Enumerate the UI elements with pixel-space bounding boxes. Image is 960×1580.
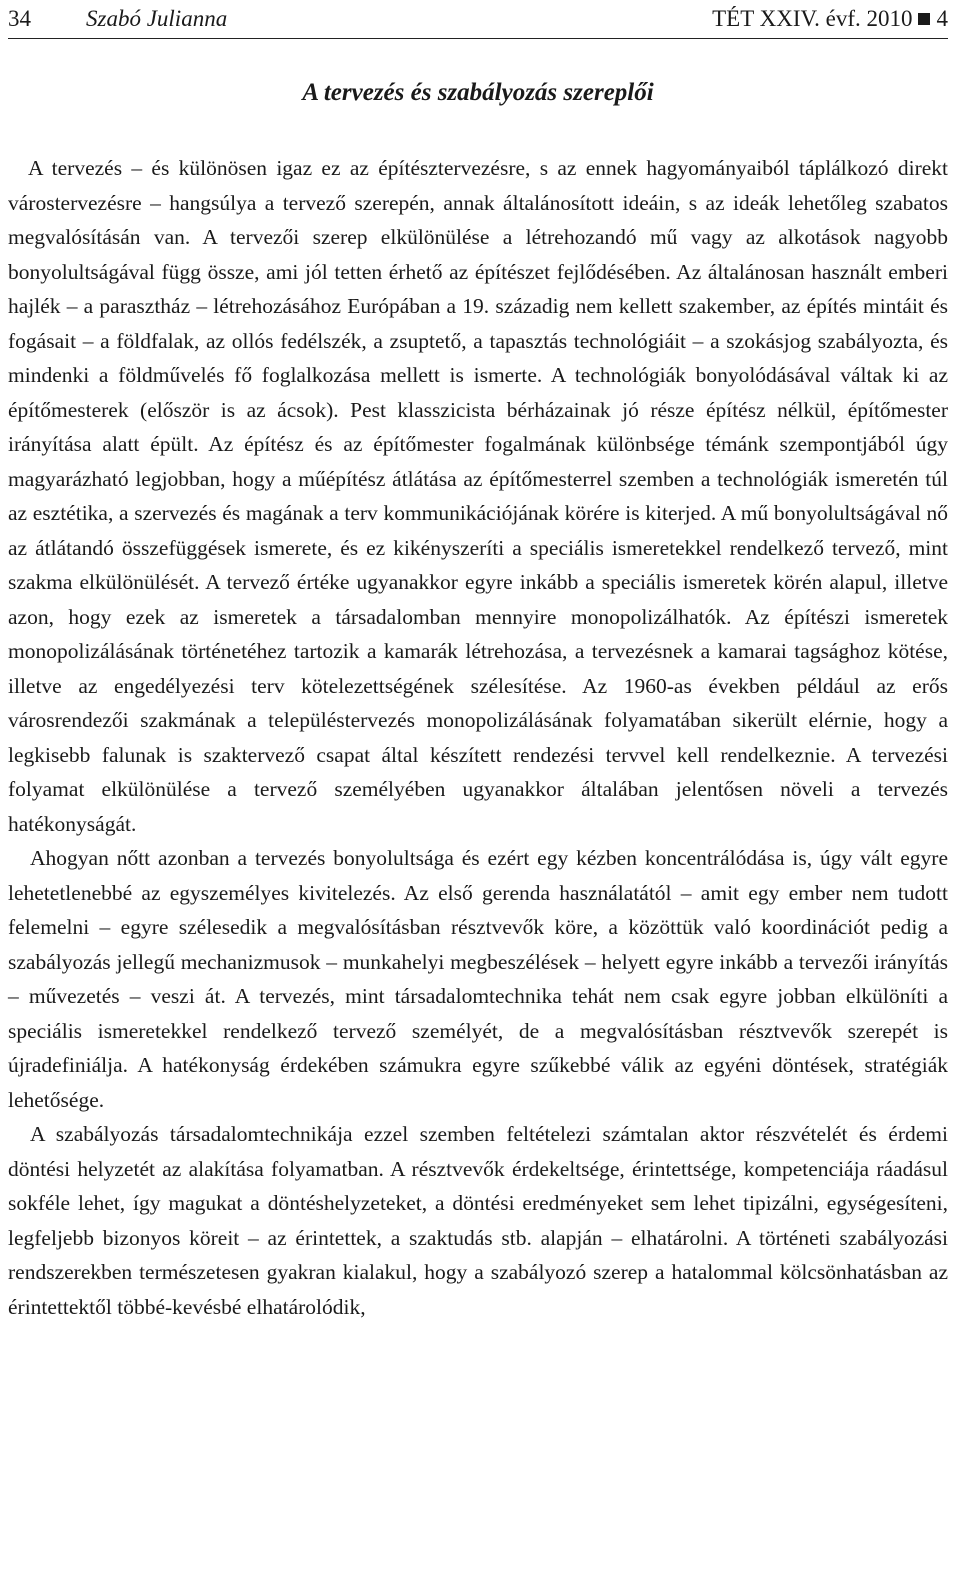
document-page <box>8 0 948 1580</box>
section-title: A tervezés és szabályozás szereplői <box>302 79 654 106</box>
body-text <box>8 151 948 1324</box>
running-header <box>8 0 948 39</box>
square-bullet-icon <box>918 13 930 25</box>
author-name: Szabó Julianna <box>86 6 228 31</box>
page-number: 34 <box>8 6 31 31</box>
issue-number: 4 <box>936 6 948 31</box>
paragraph-3: A szabályozás társadalomtechnikája ezzel szemben feltételezi számtalan aktor részvételét és érdemi döntési helyzetét az alakítása folyamatban. A résztvevők érdekeltsége, érintettsége, kompetenciája ráadásul sokféle lehet, így magukat a döntéshelyzeteket, a döntési eredményeket sem lehet tipizálni, egységesíteni, legfeljebb bizonyos köreit – az érintettek, a szaktudás stb. alapján – elhatárolni. A történeti szabályozási rendszerekben természetesen gyakran kialakul, hogy a szabályozó szerep a hatalommal kölcsönhatásban az érintettektől többé-kevésbé elhatárolódik, <box>8 1122 948 1319</box>
journal-info <box>712 0 948 38</box>
paragraph-1: A tervezés – és különösen igaz ez az építésztervezésre, s az ennek hagyományaiból táplálkozó direkt várostervezésre – hangsúlya a tervező szerepén, annak általánosított ideáin, s az ideák lehetőleg szabatos megvalósításán van. A tervezői szerep elkülönülése a létrehozandó mű vagy az alkotások nagyobb bonyolultságával függ össze, ami jól tetten érhető az építészet fejlődésében. Az általánosan használt emberi hajlék – a parasztház – létrehozásához Európában a 19. századig nem kellett szakember, az építés mintáit és fogásait – a földfalak, az ollós fedélszék, a zsuptető, a tapasztás technológiáit – a szokásjog szabályozta, és mindenki a földművelés fő foglalkozása mellett is ismerte. A technológiák bonyolódásával váltak ki az építőmesterek (először is az ácsok). Pest klasszicista bérházainak jó része építész nélkül, építőmester irányítása alatt épült. Az építész és az építőmester fogalmának különbsége témánk szempontjából úgy magyarázható legjobban, hogy a műépítész átlátása az építőmesterrel szemben a technológiák ismeretén túl az esztétika, a szervezés és magának a terv kommunikációjának körére is kiterjed. A mű bonyolultságával nő az átlátandó összefüggések ismerete, és ez kikényszeríti a speciális ismeretekkel rendelkező tervező, mint szakma elkülönülését. A tervező értéke ugyanakkor egyre inkább a speciális ismeretek körén alapul, illetve azon, hogy ezek az ismeretek a társadalomban mennyire monopolizálhatók. Az építészi ismeretek monopolizálásának történetéhez tartozik a kamarák létrehozása, a tervezésnek a kamarai tagsághoz kötése, illetve az engedélyezési terv kötelezettségének szélesítése. Az 1960-as években például az erős városrendezői szakmának a településtervezés monopolizálásának folyamatában sikerült elérnie, hogy a legkisebb falunak is szaktervező csapat által készített rendezési tervvel kell rendelkeznie. A tervezési folyamat elkülönülése a tervező személyében ugyanakkor általában jelentősen növeli a tervezés hatékonyságát. <box>8 156 948 836</box>
paragraph-2: Ahogyan nőtt azonban a tervezés bonyolultsága és ezért egy kézben koncentrálódása is, úgy vált egyre lehetetlenebbé az egyszemélyes kivitelezés. Az első gerenda használatától – amit egy ember nem tudott felemelni – egyre szélesedik a megvalósításban résztvevők köre, a közöttük való koordinációt pedig a szabályozás jellegű mechanizmusok – munkahelyi megbeszélések – helyett egyre inkább a tervezői irányítás – művezetés – veszi át. A tervezés, mint társadalomtechnika tehát nem csak egyre jobban elkülöníti a speciális ismeretekkel rendelkező tervező személyét, de a megvalósításban résztvevők szerepét is újradefiniálja. A hatékonyság érdekében számukra egyre szűkebbé válik az egyéni döntések, stratégiák lehetősége. <box>8 846 948 1112</box>
journal-title: TÉT XXIV. évf. 2010 <box>712 6 913 31</box>
